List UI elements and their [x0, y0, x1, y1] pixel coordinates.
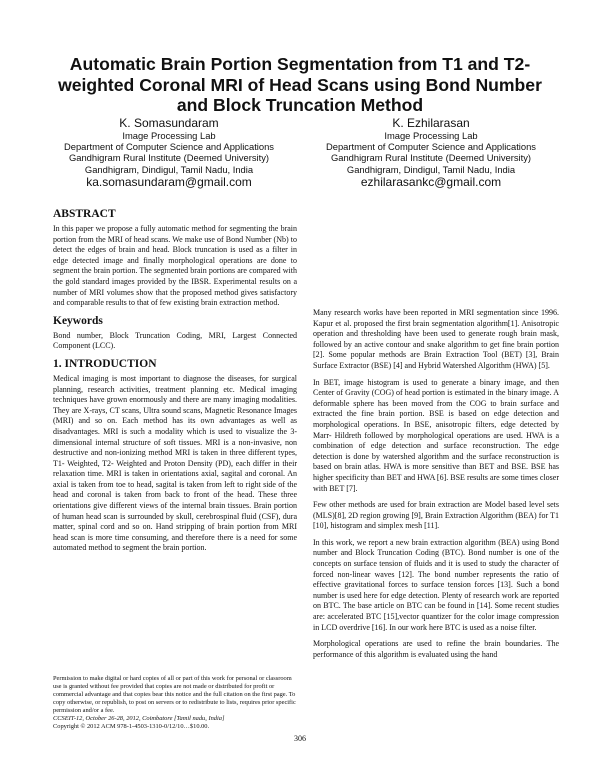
right-column: [313, 308, 559, 666]
abstract-heading: ABSTRACT: [53, 208, 116, 220]
author-location: Gandhigram, Dindigul, Tamil Nadu, India: [84, 163, 254, 175]
keywords-text: Bond number, Block Truncation Coding, MRI, Largest Connected Component (LCC).: [53, 330, 297, 351]
introduction-heading: 1. INTRODUCTION: [53, 357, 157, 370]
paper-title: Automatic Brain Portion Segmentation from T1 and T2-weighted Coronal MRI of Head Scans using Bond Number and Block Truncation Method: [58, 54, 542, 115]
author-name: K. Ezhilarasan: [392, 116, 470, 130]
permission-text: Permission to make digital or hard copies of all or part of this work for personal or classroom use is granted without fee provided that copies are not made or distributed for profit or commercial advantage and that copies bear this notice and the full citation on the first page. To copy otherwise, or republish, to post on servers or to redistribute to lists, requires prior specific permission and/or a fee.: [53, 675, 296, 714]
abstract-text: In this paper we propose a fully automatic method for segmenting the brain portion from the MRI of head scans. We make use of Bond Number (Nb) to detect the edges of brain and head. Block truncation is used as a filter in edge detected image and finally morphological operations are done to segment the brain portion. The segmented brain portions are compared with the gold standard images provided by the IBSR. Experimental results on a number of MRI volumes show that the proposed method gives satisfactory and comparable results to that of few existing brain extraction method.: [53, 224, 297, 308]
author-institution: Gandhigram Rural Institute (Deemed University): [330, 152, 532, 164]
conference-info: CCSEIT-12, October 26-28, 2012, Coimbatore [Tamil nadu, India]: [53, 715, 225, 722]
body-paragraph: Morphological operations are used to refine the brain boundaries. The performance of this algorithm is evaluated using the hand: [313, 639, 559, 659]
author-institution: Gandhigram Rural Institute (Deemed University): [68, 152, 270, 164]
copyright-line: Copyright © 2012 ACM 978-1-4503-1310-0/12/10…$10.00.: [53, 723, 210, 730]
author-block-2: [296, 116, 566, 189]
body-paragraph: In BET, image histogram is used to generate a binary image, and then Center of Gravity (COG) of head portion is estimated in the binary image. A deformable sphere has been moved from the COG to brain surface and extracted the fine brain portion. BSE is based on edge detection and morphological operations. In BSE, anisotropic filters, edge detected by Marr- Hildreth followed by morphological operations are used. HWA is a combination of edge detection and surface reconstruction. The edge detection is done by watershed algorithm and the surface reconstruction is based on brain atlas. HWA is more sensitive than BET and BSE. BSE has higher specificity than BET and HWA [6]. BSE results are some times closer with BET [7].: [313, 377, 559, 493]
copyright-notice: [53, 675, 297, 731]
author-block-1: [34, 116, 304, 189]
page-number: 306: [294, 734, 306, 743]
body-paragraph: Few other methods are used for brain extraction are Model based level sets (MLS)[8], 2D region growing [9], Brain Extraction Algorithm (BEA) for T1 [10], histogram and simplex mesh [11].: [313, 500, 559, 531]
author-lab: Image Processing Lab: [384, 130, 478, 141]
introduction-paragraph: Medical imaging is most important to diagnose the diseases, for surgical planning, research activities, treatment planning etc. Medical imaging techniques have grown enormously and there are many imaging modalities. They are X-rays, CT scans, Ultra sound scans, Magnetic Resonance Images (MRI) and so on. Each method has its own advantages as well as disadvantages. MRI is such a modality which is used to visualize the 3-dimensional internal structure of soft tissues. MRI is a non-invasive, non destructive and non-ionizing method MRI is taken in three different types, T1- Weighted, T2- Weighted and Proton Density (PD), each differ in their relaxation time. MRI is taken in orientations axial, sagital and coronal. An axial is taken from toe to head, sagital is taken from left to right side of the head and coronal is taken from back to front of the head. These three orientations give different views of the internal brain tissues. Brain portion of human head scan is surrounded by skull, cerebrospinal fluid (CSF), dura matter, spinal cord and so on. Hand stripping of brain portion from MRI head scan is more time consuming, and therefore there is a need for some automated method to segment the brain portion.: [53, 373, 297, 553]
author-email: ka.somasundaram@gmail.com: [86, 174, 252, 189]
author-location: Gandhigram, Dindigul, Tamil Nadu, India: [346, 163, 516, 175]
left-column: [53, 208, 297, 560]
author-email: ezhilarasankc@gmail.com: [360, 174, 502, 189]
author-lab: Image Processing Lab: [122, 130, 216, 141]
body-paragraph: In this work, we report a new brain extraction algorithm (BEA) using Bond number and Block Truncation Coding (BTC). Bond number is one of the concepts on surface tension of fluids and it is used to study the character of forced non-linear waves [12]. The bond number represents the ratio of effective gravitational forces to surface tension forces [13]. Such a bond number is used here for edge detection. Plenty of research work are reported on BTC. The base article on BTC can be found in [14]. Some recent studies are: accelerated BTC [15],vector quantizer for the color image compression in LCD overdrive [16]. In our work here BTC is used as a noise filter.: [313, 537, 559, 632]
keywords-heading: Keywords: [53, 314, 103, 327]
author-name: K. Somasundaram: [119, 116, 219, 130]
author-department: Department of Computer Science and Applications: [325, 141, 536, 153]
body-paragraph: Many research works have been reported in MRI segmentation since 1996. Kapur et al. proposed the first brain segmentation algorithm[1]. Anisotropic operation and thresholding have been used to generate rough brain mask, followed by an active contour and snake algorithm to get fine brain portion [2]. Some popular methods are Brain Extraction Tool (BET) [3], Brain Surface Extractor (BSE) [4] and Hybrid Watershed Algorithm (HWA) [5].: [313, 308, 559, 370]
author-department: Department of Computer Science and Applications: [63, 141, 274, 153]
